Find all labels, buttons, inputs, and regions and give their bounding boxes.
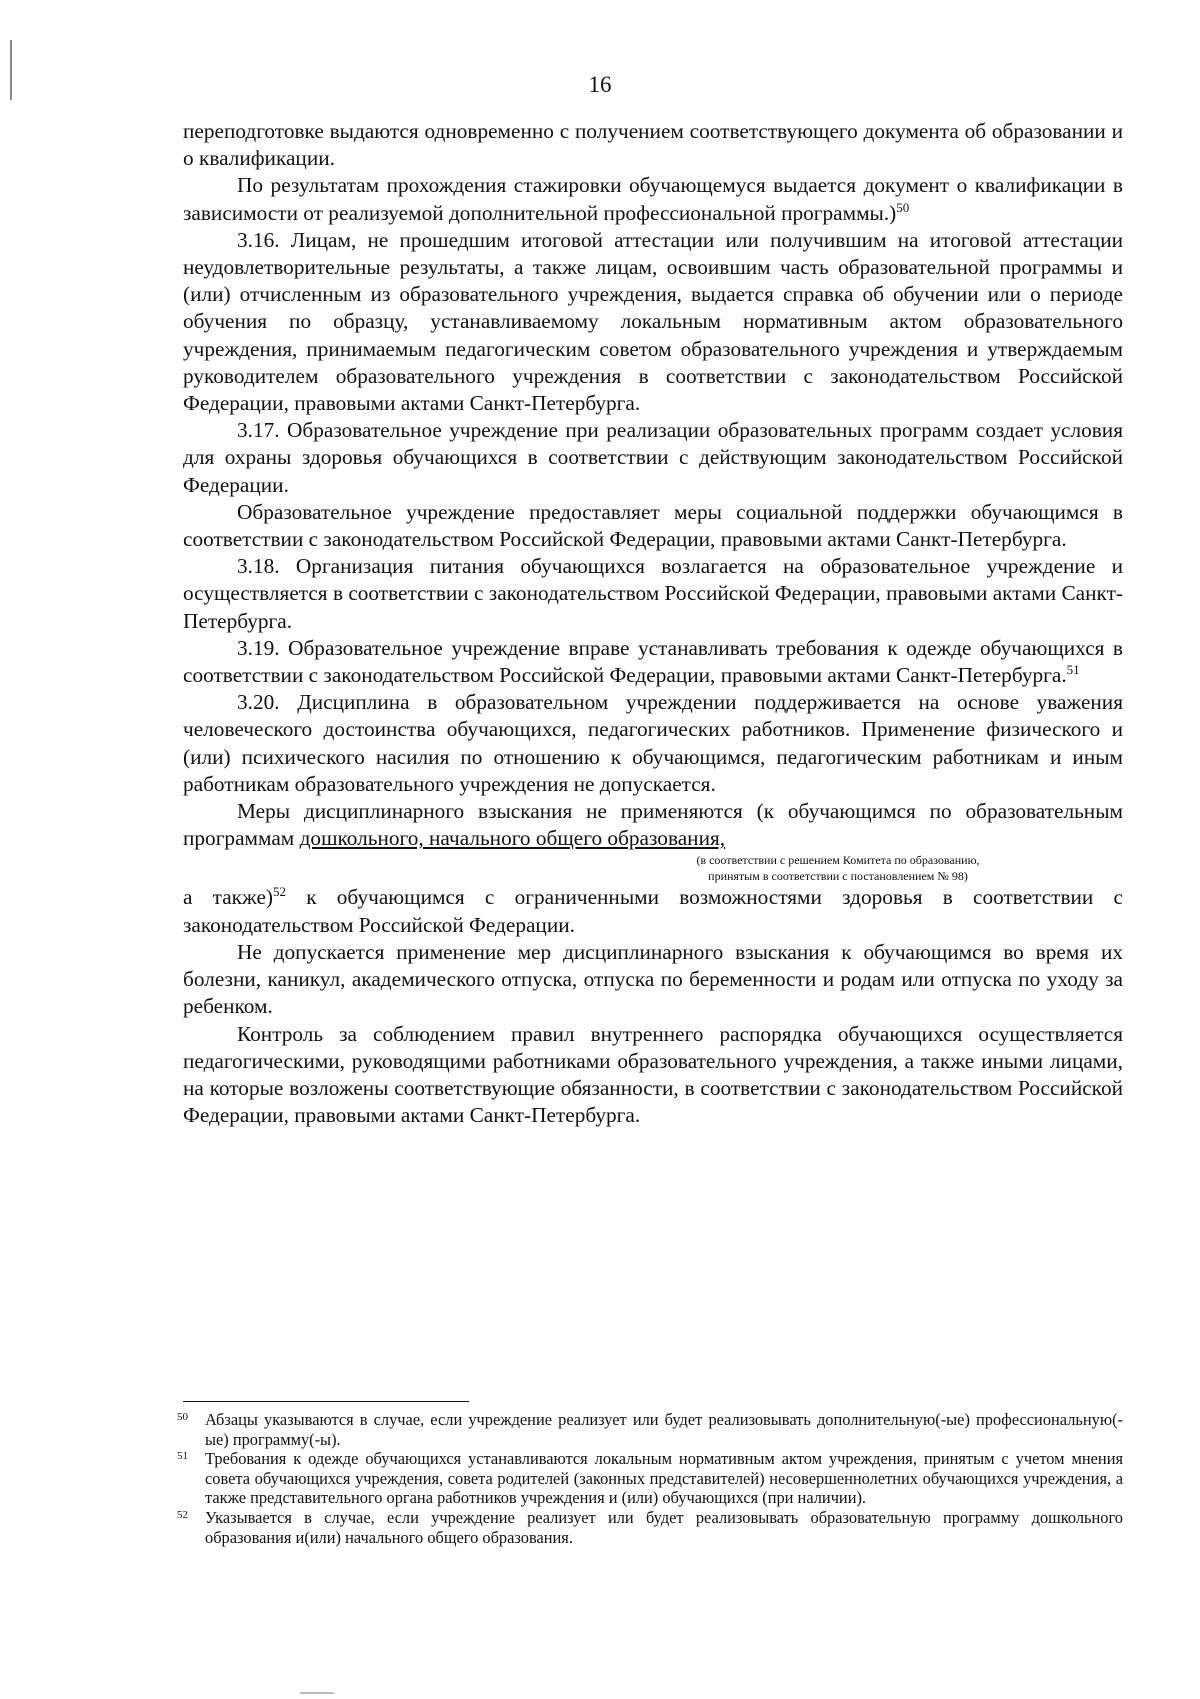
paragraph: Контроль за соблюдением правил внутреннего распорядка обучающихся осуществляется педагогическими, руководящими работниками образовательного учреждения, а также иными лицами, на которые возложены соответствующие обязанности, в соответствии с законодательством Российской Федерации, правовыми актами Санкт-Петербурга. [183, 1021, 1123, 1128]
paragraph: 3.17. Образовательное учреждение при реализации образовательных программ создает условия для охраны здоровья обучающихся в соответствии с действующим законодательством Российской Федерации. [183, 418, 1123, 497]
paragraph: 3.19. Образовательное учреждение вправе устанавливать требования к одежде обучающихся в соответствии с законодательством Российской Федерации, правовыми актами Санкт-Петербурга.$^{51}$ [183, 635, 1123, 688]
footnote-text: Абзацы указываются в случае, если учреждение реализует или будет реализовывать дополнительную(-ые) профессиональную(-ые) программу(-ы). [205, 1410, 1123, 1449]
footnote-text: Указывается в случае, если учреждение реализует или будет реализовывать образовательную программу дошкольного образования и(или) начального общего образования. [205, 1507, 1123, 1547]
footnote [177, 1410, 1123, 1449]
footnote-number: 52 [177, 1508, 188, 1521]
paragraph: 3.18. Организация питания обучающихся возлагается на образовательное учреждение и осуществляется в соответствии с законодательством Российской Федерации, правовыми актами Санкт-Петербурга. [183, 554, 1123, 633]
footnote-separator [183, 1401, 469, 1402]
paragraph: Не допускается применение мер дисциплинарного взыскания к обучающимся во время их болезни, каникул, академического отпуска, отпуска по беременности и родам или отпуска по уходу за ребенком. [183, 939, 1123, 1019]
paragraph: По результатам прохождения стажировки обучающемуся выдается документ о квалификации в зависимости от реализуемой дополнительной профессиональной программы.)$^{50}$ [183, 173, 1123, 225]
footnote-number: 50 [177, 1411, 188, 1423]
paragraph: переподготовке выдаются одновременно с получением соответствующего документа об образовании и о квалификации. [183, 119, 1123, 171]
footnote-number: 51 [177, 1450, 188, 1463]
document-body [183, 118, 1123, 1129]
footnote-ref[interactable]: 51 [1066, 661, 1080, 677]
paragraph: 3.16. Лицам, не прошедшим итоговой аттестации или получившим на итоговой аттестации неудовлетворительные результаты, а также лицам, освоившим часть образовательной программы и (или) отчисленным из образовательного учреждения, выдается справка об обучении или о периоде обучения по образцу, устанавливаемому локальным нормативным актом образовательного учреждения, принимаемым педагогическим советом образовательного учреждения и утверждаемым руководителем образовательного учреждения в соответствии с законодательством Российской Федерации, правовыми актами Санкт-Петербурга. [183, 227, 1123, 416]
footnote-text: Требования к одежде обучающихся устанавливаются локальным нормативным актом учреждения, принятым с учетом мнения совета обучающихся учреждения, совета родителей (законных представителей) несовершеннолетних обучающихся учреждения, а также представительного органа работников учреждения и (или) обучающихся (при наличии). [205, 1449, 1123, 1508]
footnote [177, 1449, 1123, 1508]
scan-bottom-mark [300, 1692, 334, 1694]
footnote-ref[interactable]: 50 [896, 199, 910, 215]
underlined-insertion: дошкольного, начального общего образования, [299, 826, 726, 851]
paragraph: Образовательное учреждение предоставляет меры социальной поддержки обучающимся в соответствии с законодательством Российской Федерации, правовыми актами Санкт-Петербурга. [183, 499, 1123, 552]
insertion-note: (в соответствии с решением Комитета по образованию, принятым в соответствии с постановлением № 98) [696, 853, 980, 884]
paragraph: 3.20. Дисциплина в образовательном учреждении поддерживается на основе уважения человеческого достоинства обучающихся, педагогических работников. Применение физического и (или) психического насилия по отношению к обучающимся, педагогическим работникам и иным работникам образовательного учреждения не допускается. [183, 690, 1123, 796]
paragraph-continuation: а также)$^{52}$ к обучающимся с ограниченными возможностями здоровья в соответствии с законодательством Российской Федерации. [183, 884, 1123, 937]
paragraph: Меры дисциплинарного взыскания не применяются (к обучающимся по образовательным программам дошкольного, начального общего образования, [183, 799, 1123, 851]
footnote-ref[interactable]: 52 [273, 884, 287, 900]
footnote [177, 1508, 1123, 1547]
footnotes [177, 1410, 1123, 1547]
page-number: 16 [588, 72, 612, 97]
